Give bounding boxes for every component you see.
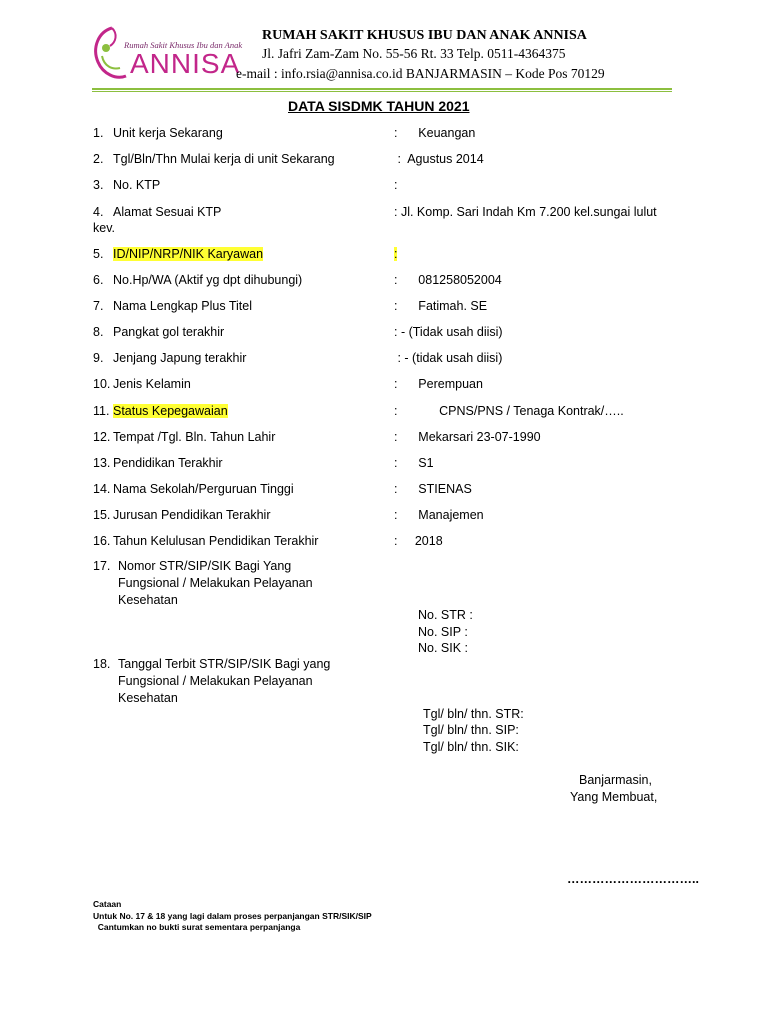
form-row-4 — [0, 205, 768, 235]
row-number: 2. — [93, 152, 104, 166]
hospital-logo — [90, 22, 243, 84]
row-number: 13. — [93, 456, 111, 470]
hospital-address: Jl. Jafri Zam-Zam No. 55-56 Rt. 33 Telp. 0511-4364375 — [262, 46, 566, 61]
row-value: : Fatimah. SE — [394, 299, 488, 313]
form-row-13 — [0, 456, 768, 474]
note-line-2: Cantumkan no bukti surat sementara perpanjanga — [93, 922, 301, 932]
form-row-15 — [0, 508, 768, 526]
row-label: Unit kerja Sekarang — [113, 126, 223, 140]
item-17-number: 17. — [93, 559, 111, 573]
row-number: 12. — [93, 430, 111, 444]
row-value: : - (Tidak usah diisi) — [394, 325, 503, 339]
form-row-10 — [0, 377, 768, 395]
row-label: Jurusan Pendidikan Terakhir — [113, 508, 271, 522]
row-label: Tgl/Bln/Thn Mulai kerja di unit Sekarang — [113, 152, 335, 166]
note-line-1: Untuk No. 17 & 18 yang lagi dalam proses perpanjangan STR/SIK/SIP — [93, 911, 372, 921]
item-18-label-line-3: Kesehatan — [118, 691, 178, 705]
str-date-field: Tgl/ bln/ thn. STR: — [423, 707, 524, 721]
form-row-5 — [0, 247, 768, 265]
signature-maker: Yang Membuat, — [570, 790, 658, 804]
letterhead-divider-thin — [92, 91, 672, 92]
row-number: 15. — [93, 508, 111, 522]
signature-line: ………………………….. — [567, 872, 699, 886]
form-row-12 — [0, 430, 768, 448]
row-number: 11. — [93, 404, 110, 418]
row-number: 3. — [93, 178, 104, 192]
item-18-label-line-1: Tanggal Terbit STR/SIP/SIK Bagi yang — [118, 657, 331, 671]
item-17-label-line-1: Nomor STR/SIP/SIK Bagi Yang — [118, 559, 292, 573]
row-number: 10. — [93, 377, 111, 391]
str-number-field: No. STR : — [418, 608, 473, 622]
row-number: 6. — [93, 273, 104, 287]
form-row-3 — [0, 178, 768, 196]
row-value: : - (tidak usah diisi) — [394, 351, 503, 365]
row-label: Pangkat gol terakhir — [113, 325, 225, 339]
row-number: 8. — [93, 325, 104, 339]
form-row-11 — [0, 404, 768, 422]
sik-number-field: No. SIK : — [418, 641, 469, 655]
row-number: 9. — [93, 351, 104, 365]
form-row-1 — [0, 126, 768, 144]
form-row-6 — [0, 273, 768, 291]
row-value: : Manajemen — [394, 508, 484, 522]
row-value: : Agustus 2014 — [394, 152, 484, 166]
hospital-email: e-mail : info.rsia@annisa.co.id BANJARMASIN – Kode Pos 70129 — [236, 66, 605, 81]
sip-date-field: Tgl/ bln/ thn. SIP: — [423, 723, 519, 737]
row-label: Jenis Kelamin — [113, 377, 191, 391]
row-number: 7. — [93, 299, 104, 313]
row-label: ID/NIP/NRP/NIK Karyawan — [113, 247, 264, 261]
row-label: No.Hp/WA (Aktif yg dpt dihubungi) — [113, 273, 303, 287]
form-row-16 — [0, 534, 768, 552]
item-18-label-line-2: Fungsional / Melakukan Pelayanan — [118, 674, 313, 688]
form-row-2 — [0, 152, 768, 170]
form-row-9 — [0, 351, 768, 369]
signature-place: Banjarmasin, — [579, 773, 652, 787]
form-row-7 — [0, 299, 768, 317]
row-label: No. KTP — [113, 178, 161, 192]
row-value: : Mekarsari 23-07-1990 — [394, 430, 541, 444]
document-title: DATA SISDMK TAHUN 2021 — [288, 98, 470, 114]
row-label: Tahun Kelulusan Pendidikan Terakhir — [113, 534, 319, 548]
row-label: Pendidikan Terakhir — [113, 456, 223, 470]
item-18-number: 18. — [93, 657, 111, 671]
row-label: Status Kepegawaian — [113, 404, 228, 418]
form-row-14 — [0, 482, 768, 500]
row-label: Alamat Sesuai KTP — [113, 205, 222, 219]
row-number: 1. — [93, 126, 104, 140]
row-value: : Jl. Komp. Sari Indah Km 7.200 kel.sungai lulut — [394, 205, 657, 219]
item-17-label-line-3: Kesehatan — [118, 593, 178, 607]
row-value: : STIENAS — [394, 482, 472, 496]
row-label: Nama Sekolah/Perguruan Tinggi — [113, 482, 294, 496]
row-label: Jenjang Japung terakhir — [113, 351, 247, 365]
note-heading: Cataan — [93, 899, 122, 909]
row-number: 5. — [93, 247, 104, 261]
row-value: : Perempuan — [394, 377, 483, 391]
item-17-label-line-2: Fungsional / Melakukan Pelayanan — [118, 576, 313, 590]
row-label: Tempat /Tgl. Bln. Tahun Lahir — [113, 430, 276, 444]
logo-tagline: Rumah Sakit Khusus Ibu dan Anak — [124, 40, 243, 50]
row-number: 14. — [93, 482, 111, 496]
sik-date-field: Tgl/ bln/ thn. SIK: — [423, 740, 519, 754]
row-value: : Keuangan — [394, 126, 476, 140]
row-value: : — [394, 247, 398, 261]
row-value: : — [394, 178, 398, 192]
row-label: Nama Lengkap Plus Titel — [113, 299, 252, 313]
row-label-continuation: kev. — [93, 221, 115, 235]
row-number: 16. — [93, 534, 111, 548]
row-value: : CPNS/PNS / Tenaga Kontrak/….. — [394, 404, 624, 418]
form-row-8 — [0, 325, 768, 343]
row-value: : S1 — [394, 456, 434, 470]
row-number: 4. — [93, 205, 104, 219]
hospital-name: RUMAH SAKIT KHUSUS IBU DAN ANAK ANNISA — [262, 28, 587, 43]
row-value: : 2018 — [394, 534, 443, 548]
logo-wordmark: ANNISA — [130, 48, 241, 79]
letterhead-divider — [92, 88, 672, 90]
row-value: : 081258052004 — [394, 273, 502, 287]
sip-number-field: No. SIP : — [418, 625, 468, 639]
